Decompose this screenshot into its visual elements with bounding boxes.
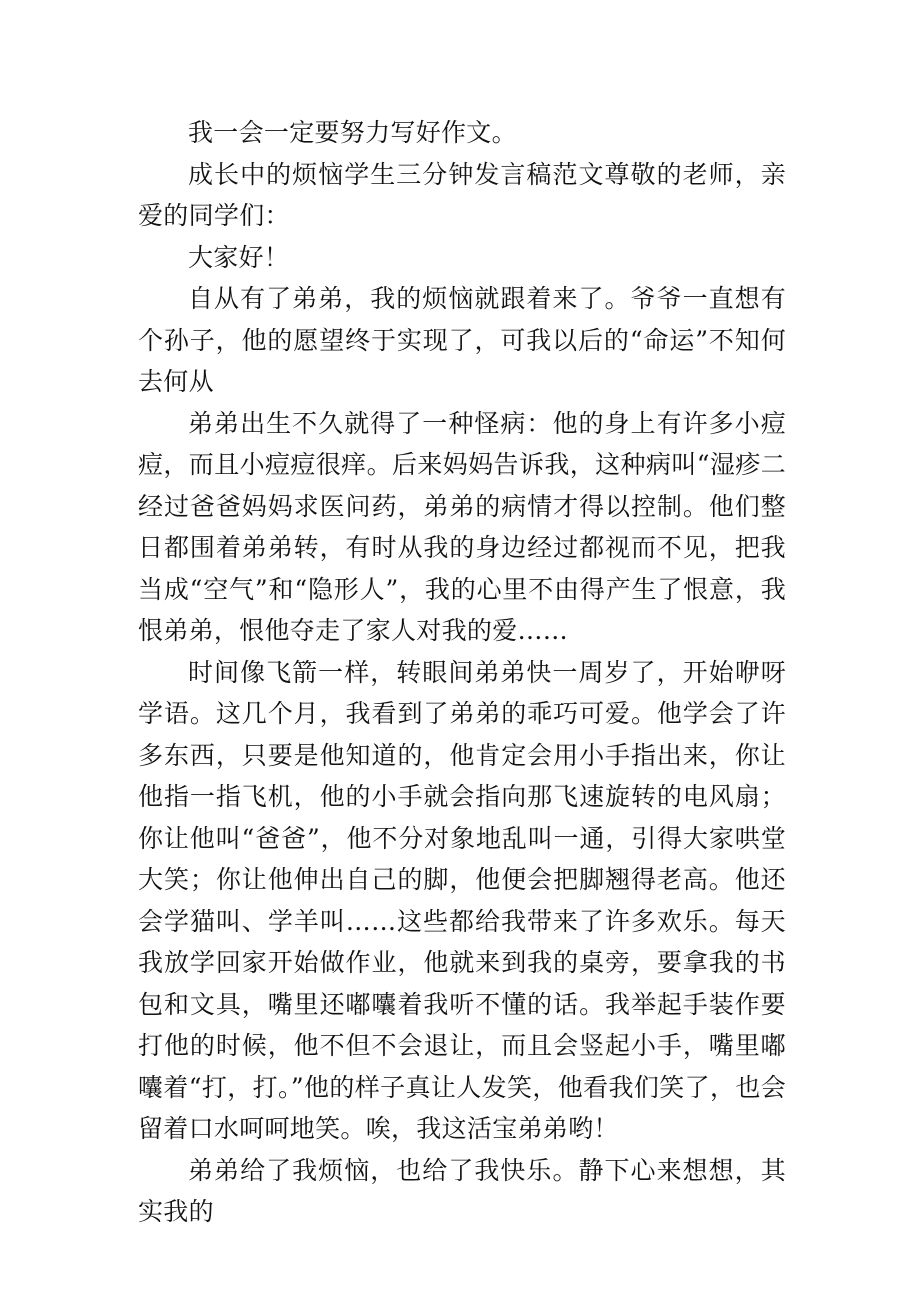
paragraph-growing-up: 时间像飞箭一样，转眼间弟弟快一周岁了，开始咿呀学语。这几个月，我看到了弟弟的乖巧可爱。他学会了许多东西，只要是他知道的，他肯定会用小手指出来，你让他指一指飞机，他的小手就会指向那飞速旋转的电风扇；你让他叫“爸爸”，他不分对象地乱叫一通，引得大家哄堂大笑；你让他伸出自己的脚，他便会把脚翘得老高。他还会学猫叫、学羊叫……这些都给我带来了许多欢乐。每天我放学回家开始做作业，他就来到我的桌旁，要拿我的书包和文具，嘴里还嘟囔着我听不懂的话。我举起手装作要打他的时候，他不但不会退让，而且会竖起小手，嘴里嘟囔着“打，打。”他的样子真让人发笑，他看我们笑了，也会留着口水呵呵地笑。唉，我这活宝弟弟哟！ bbox=[138, 657, 786, 1143]
paragraph-illness: 弟弟出生不久就得了一种怪病：他的身上有许多小痘痘，而且小痘痘很痒。后来妈妈告诉我，这种病叫“湿疹二经过爸爸妈妈求医问药，弟弟的病情才得以控制。他们整日都围着弟弟转，有时从我的身边经过都视而不见，把我当成“空气”和“隐形人”，我的心里不由得产生了恨意，我恨弟弟，恨他夺走了家人对我的爱…… bbox=[138, 408, 786, 645]
paragraph-intro: 我一会一定要努力写好作文。 bbox=[188, 118, 517, 147]
paragraph-hello: 大家好！ bbox=[188, 242, 290, 272]
paragraph-title-greeting: 成长中的烦恼学生三分钟发言稿范文尊敬的老师，亲爱的同学们： bbox=[138, 159, 786, 230]
document-page bbox=[138, 112, 786, 1233]
paragraph-brother-arrival: 自从有了弟弟，我的烦恼就跟着来了。爷爷一直想有个孙子，他的愿望终于实现了，可我以后的“命运”不知何去何从 bbox=[138, 284, 786, 396]
paragraph-conclusion: 弟弟给了我烦恼，也给了我快乐。静下心来想想，其实我的 bbox=[138, 1155, 786, 1226]
